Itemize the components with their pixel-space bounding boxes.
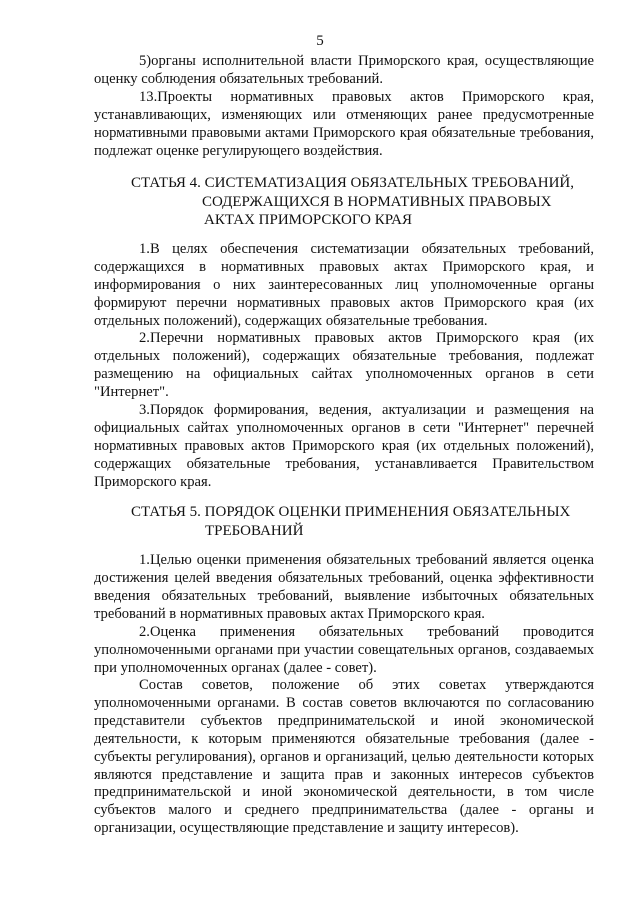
article-5-paragraph-2: 2.Оценка применения обязательных требований проводится уполномоченными органами при участии совещательных органов, создаваемых при уполномоченных органах (далее - совет). bbox=[94, 624, 594, 676]
article-5-heading-line-2: ТРЕБОВАНИЙ bbox=[205, 522, 304, 539]
page-number: 5 bbox=[316, 33, 324, 49]
article-4-paragraph-2: 2.Перечни нормативных правовых актов Приморского края (их отдельных положений), содержащих обязательные требования, подлежат размещению на официальных сайтах уполномоченных органов в сети "Интернет". bbox=[94, 330, 594, 400]
article-5-heading bbox=[94, 503, 604, 540]
article-4-heading-line-3: АКТАХ ПРИМОРСКОГО КРАЯ bbox=[204, 212, 412, 228]
article-5-paragraph-1: 1.Целью оценки применения обязательных требований является оценка достижения целей введения обязательных требований, оценка эффективности введения обязательных требований, выявление избыточных обязательных требований в нормативных правовых актах Приморского края. bbox=[94, 552, 594, 622]
article-5-heading-line-1: СТАТЬЯ 5. ПОРЯДОК ОЦЕНКИ ПРИМЕНЕНИЯ ОБЯЗАТЕЛЬНЫХ bbox=[131, 504, 571, 520]
article-4-heading-line-2: СОДЕРЖАЩИХСЯ В НОРМАТИВНЫХ ПРАВОВЫХ bbox=[202, 193, 552, 210]
paragraph-item-5: 5)органы исполнительной власти Приморского края, осуществляющие оценку соблюдения обязательных требований. bbox=[94, 53, 594, 87]
article-4-heading bbox=[94, 174, 604, 230]
article-4-heading-line-1: СТАТЬЯ 4. СИСТЕМАТИЗАЦИЯ ОБЯЗАТЕЛЬНЫХ ТРЕБОВАНИЙ, bbox=[131, 175, 574, 191]
article-5-paragraph-3: Состав советов, положение об этих советах утверждаются уполномоченными органами. В состав советов включаются по согласованию представители субъектов предпринимательской и иной экономической деятельности, к которым применяются обязательные требования (далее - субъекты регулирования), органов и организаций, целью деятельности которых являются представление и защита прав и законных интересов субъектов предпринимательской и иной экономической деятельности, в том числе субъектов малого и среднего предпринимательства (далее - органы и организации, осуществляющие представление и защиту интересов). bbox=[94, 677, 594, 837]
article-4-paragraph-1: 1.В целях обеспечения систематизации обязательных требований, содержащихся в нормативных правовых актах Приморского края, и информирования о них заинтересованных лиц уполномоченные органы формируют перечни нормативных правовых актов Приморского края (их отдельных положений), содержащих обязательные требования. bbox=[94, 241, 594, 329]
paragraph-item-13: 13.Проекты нормативных правовых актов Приморского края, устанавливающих, изменяющих или отменяющих ранее предусмотренные нормативными правовыми актами Приморского края обязательные требования, подлежат оценке регулирующего воздействия. bbox=[94, 89, 594, 159]
article-4-paragraph-3: 3.Порядок формирования, ведения, актуализации и размещения на официальных сайтах уполномоченных органов в сети "Интернет" перечней нормативных правовых актов Приморского края (их отдельных положений), содержащих обязательные требования, устанавливается Правительством Приморского края. bbox=[94, 402, 594, 490]
